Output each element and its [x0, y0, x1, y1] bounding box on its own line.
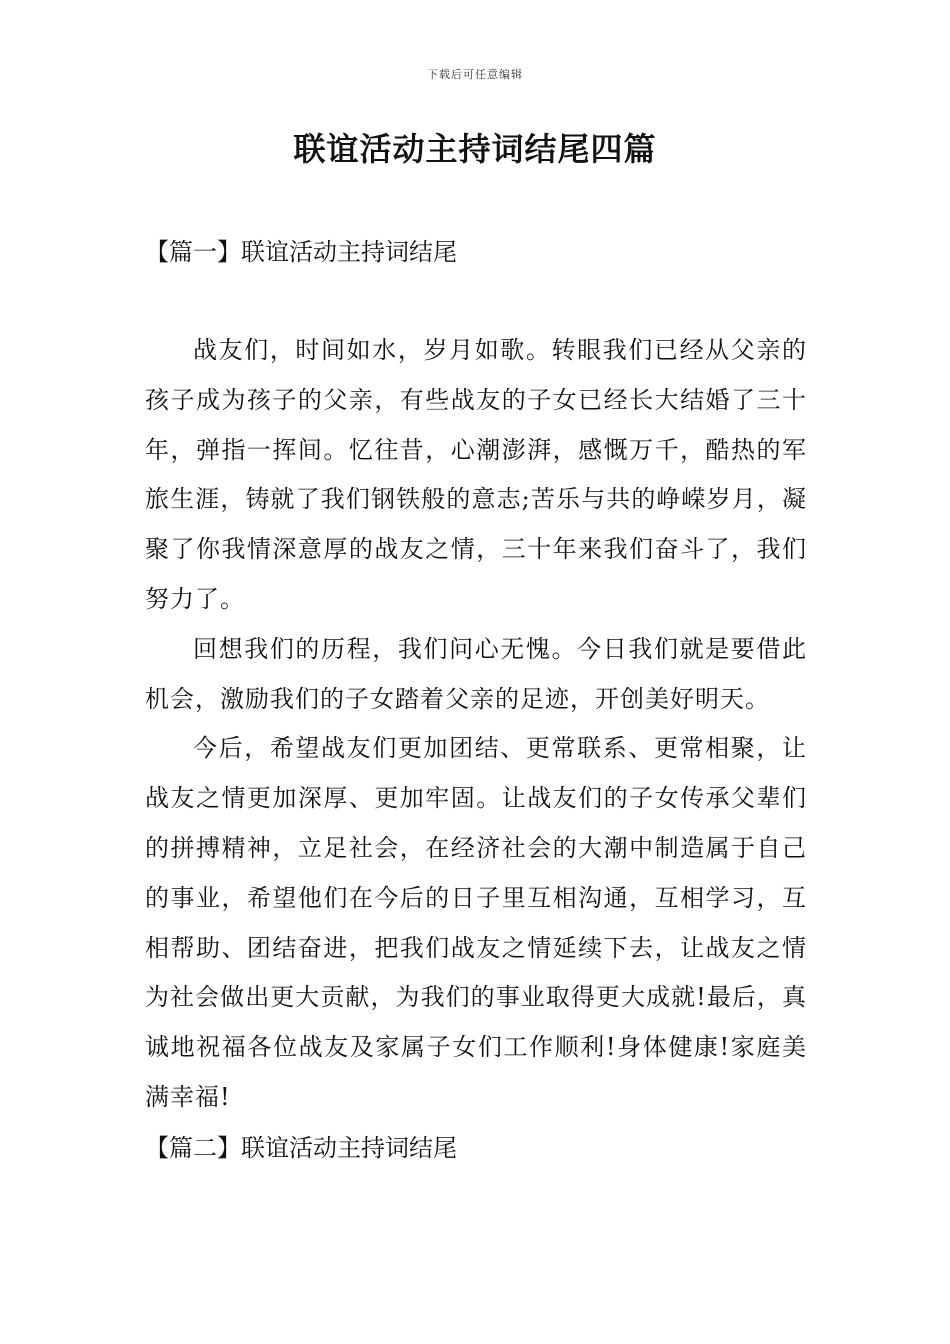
section-heading-1: 【篇一】联谊活动主持词结尾 [145, 238, 457, 266]
paragraph: 今后，希望战友们更加团结、更常联系、更常相聚，让战友之情更加深厚、更加牢固。让战友们的子女传承父辈们的拼搏精神，立足社会，在经济社会的大潮中制造属于自己的事业，希望他们在今后的日子里互相沟通，互相学习，互相帮助、团结奋进，把我们战友之情延续下去，让战友之情为社会做出更大贡献，为我们的事业取得更大成就!最后，真诚地祝福各位战友及家属子女们工作顺利!身体健康!家庭美满幸福! [145, 734, 807, 1111]
document-title: 联谊活动主持词结尾四篇 [293, 130, 657, 168]
paragraph: 战友们，时间如水，岁月如歌。转眼我们已经从父亲的孩子成为孩子的父亲，有些战友的子女已经长大结婚了三十年，弹指一挥间。忆往昔，心潮澎湃，感慨万千，酷热的军旅生涯，铸就了我们钢铁般的意志;苦乐与共的峥嵘岁月，凝聚了你我情深意厚的战友之情，三十年来我们奋斗了，我们努力了。 [145, 336, 807, 613]
section-1-body [145, 326, 807, 1123]
header-note: 下载后可任意编辑 [427, 68, 523, 81]
section-heading-2: 【篇二】联谊活动主持词结尾 [145, 1134, 457, 1162]
paragraph: 回想我们的历程，我们问心无愧。今日我们就是要借此机会，激励我们的子女踏着父亲的足迹，开创美好明天。 [145, 634, 807, 713]
